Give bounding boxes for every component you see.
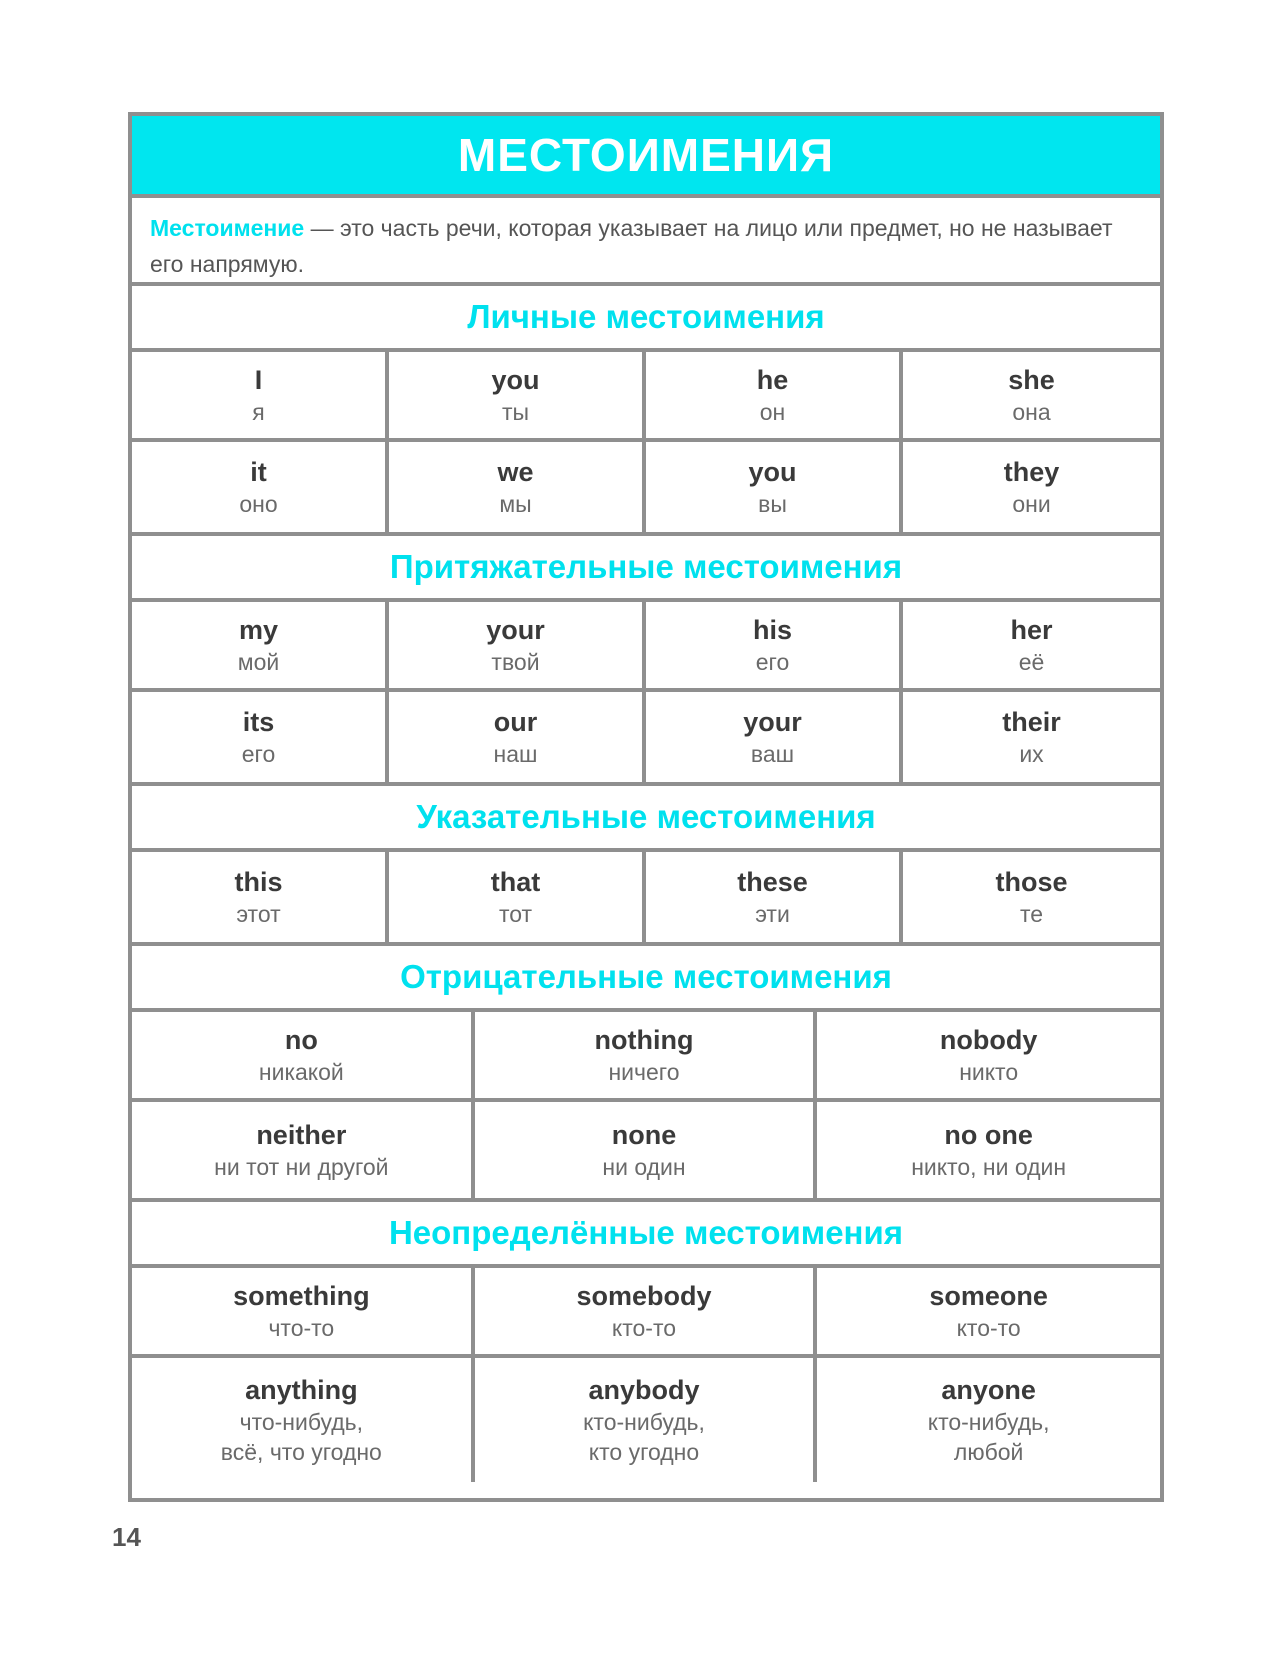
- pronoun-cell: [475, 1012, 818, 1102]
- pronoun-cell: [903, 442, 1160, 532]
- page-title: МЕСТОИМЕНИЯ: [457, 129, 835, 181]
- pronoun-ru: я: [252, 399, 265, 425]
- section-title: Неопределённые местоимения: [388, 1214, 904, 1251]
- pronoun-ru: эти: [755, 901, 790, 927]
- pronoun-cell: [132, 442, 389, 532]
- pronoun-en: nobody: [939, 1025, 1038, 1055]
- pronoun-ru: его: [241, 741, 276, 767]
- pronoun-ru: кто-нибудь,: [927, 1409, 1050, 1435]
- indefinite-pronouns-table: [132, 1268, 1160, 1482]
- pronoun-en: they: [1003, 457, 1060, 487]
- section-heading-possessive: [132, 536, 1160, 602]
- pronoun-ru: ничего: [608, 1059, 680, 1085]
- pronoun-cell: [903, 352, 1160, 442]
- pronoun-en: my: [238, 615, 279, 645]
- pronoun-en: anyone: [941, 1375, 1036, 1405]
- pronoun-en: no one: [944, 1120, 1033, 1150]
- pronoun-ru: ты: [501, 399, 530, 425]
- pronoun-cell: [389, 602, 646, 692]
- pronoun-en: none: [611, 1120, 677, 1150]
- pronoun-ru: ни тот ни другой: [214, 1154, 389, 1180]
- pronoun-en: your: [486, 615, 545, 645]
- section-title: Личные местоимения: [467, 298, 825, 335]
- pronoun-en: he: [756, 365, 789, 395]
- section-heading-negative: [132, 946, 1160, 1012]
- pronoun-ru: кто-то: [611, 1315, 677, 1341]
- pronoun-cell: [132, 1358, 475, 1482]
- pronoun-ru: что-нибудь,: [239, 1409, 364, 1435]
- pronoun-cell: [646, 692, 903, 782]
- pronoun-cell: [132, 692, 389, 782]
- pronoun-ru: их: [1019, 741, 1044, 767]
- pronoun-en: its: [242, 707, 275, 737]
- possessive-pronouns-table: [132, 602, 1160, 786]
- pronoun-ru: никакой: [258, 1059, 344, 1085]
- pronoun-cell: [389, 692, 646, 782]
- pronoun-ru: тот: [498, 901, 533, 927]
- pronoun-ru: его: [755, 649, 790, 675]
- pronoun-cell: [132, 1268, 475, 1358]
- pronouns-sheet: [128, 112, 1164, 1502]
- pronoun-cell: [817, 1102, 1160, 1198]
- pronoun-en: you: [748, 457, 797, 487]
- title-band: [132, 116, 1160, 198]
- page-number: 14: [112, 1522, 141, 1552]
- pronoun-en: that: [490, 867, 541, 897]
- pronoun-en: someone: [929, 1281, 1048, 1311]
- pronoun-ru: никто: [959, 1059, 1019, 1085]
- pronoun-cell: [475, 1102, 818, 1198]
- pronoun-cell: [817, 1012, 1160, 1102]
- pronoun-cell: [646, 442, 903, 532]
- pronoun-cell: [132, 852, 389, 942]
- definition-text: — это часть речи, которая указывает на лицо или предмет, но не называет его напрямую.: [150, 215, 1113, 277]
- pronoun-ru: ваш: [750, 741, 795, 767]
- personal-pronouns-table: [132, 352, 1160, 536]
- pronoun-ru: всё, что угодно: [220, 1439, 382, 1465]
- pronoun-ru: кто-то: [956, 1315, 1021, 1341]
- pronoun-en: you: [491, 365, 540, 395]
- section-title: Притяжательные местоимения: [389, 548, 903, 585]
- pronoun-en: our: [493, 707, 538, 737]
- pronoun-en: we: [497, 457, 534, 487]
- pronoun-en: your: [743, 707, 802, 737]
- pronoun-cell: [903, 602, 1160, 692]
- pronoun-ru: она: [1012, 399, 1051, 425]
- pronoun-en: nothing: [594, 1025, 694, 1055]
- pronoun-ru: наш: [493, 741, 538, 767]
- pronoun-en: it: [250, 457, 267, 487]
- pronoun-cell: [475, 1358, 818, 1482]
- pronoun-en: anything: [245, 1375, 358, 1405]
- pronoun-en: she: [1008, 365, 1055, 395]
- pronoun-en: their: [1002, 707, 1061, 737]
- pronoun-en: these: [737, 867, 808, 897]
- pronoun-ru: этот: [236, 901, 281, 927]
- definition-term: Местоимение: [150, 215, 305, 241]
- pronoun-ru: вы: [758, 491, 787, 517]
- pronoun-en: anybody: [588, 1375, 700, 1405]
- pronoun-cell: [132, 602, 389, 692]
- pronoun-ru: её: [1018, 649, 1045, 675]
- section-title: Отрицательные местоимения: [400, 958, 892, 995]
- pronoun-ru: оно: [239, 491, 278, 517]
- section-heading-indefinite: [132, 1202, 1160, 1268]
- pronoun-ru: мы: [499, 491, 532, 517]
- section-heading-personal: [132, 286, 1160, 352]
- pronoun-ru: что-то: [268, 1315, 335, 1341]
- pronoun-cell: [646, 852, 903, 942]
- pronoun-en: no: [284, 1025, 318, 1055]
- pronoun-cell: [475, 1268, 818, 1358]
- definition-block: [132, 198, 1160, 286]
- pronoun-en: his: [752, 615, 792, 645]
- pronoun-cell: [389, 442, 646, 532]
- pronoun-cell: [132, 1102, 475, 1198]
- pronoun-en: those: [995, 867, 1068, 897]
- pronoun-en: I: [254, 365, 263, 395]
- pronoun-ru: те: [1019, 901, 1044, 927]
- demonstrative-pronouns-table: [132, 852, 1160, 946]
- section-heading-demonstrative: [132, 786, 1160, 852]
- pronoun-cell: [389, 352, 646, 442]
- pronoun-ru: он: [759, 399, 786, 425]
- pronoun-en: somebody: [576, 1281, 712, 1311]
- pronoun-cell: [646, 602, 903, 692]
- pronoun-ru: мой: [237, 649, 280, 675]
- pronoun-en: her: [1010, 615, 1053, 645]
- pronoun-ru: никто, ни один: [911, 1154, 1067, 1180]
- pronoun-ru: ни один: [602, 1154, 686, 1180]
- pronoun-en: this: [234, 867, 283, 897]
- pronoun-ru: твой: [491, 649, 540, 675]
- pronoun-cell: [903, 692, 1160, 782]
- pronoun-ru: любой: [953, 1439, 1024, 1465]
- pronoun-cell: [817, 1358, 1160, 1482]
- pronoun-ru: кто-нибудь,: [583, 1409, 705, 1435]
- pronoun-cell: [817, 1268, 1160, 1358]
- pronoun-en: something: [233, 1281, 370, 1311]
- pronoun-ru: они: [1012, 491, 1051, 517]
- negative-pronouns-table: [132, 1012, 1160, 1202]
- pronoun-ru: кто угодно: [588, 1439, 700, 1465]
- pronoun-cell: [132, 352, 389, 442]
- pronoun-cell: [389, 852, 646, 942]
- pronoun-cell: [132, 1012, 475, 1102]
- pronoun-cell: [903, 852, 1160, 942]
- pronoun-cell: [646, 352, 903, 442]
- section-title: Указательные местоимения: [416, 798, 876, 835]
- pronoun-en: neither: [256, 1120, 347, 1150]
